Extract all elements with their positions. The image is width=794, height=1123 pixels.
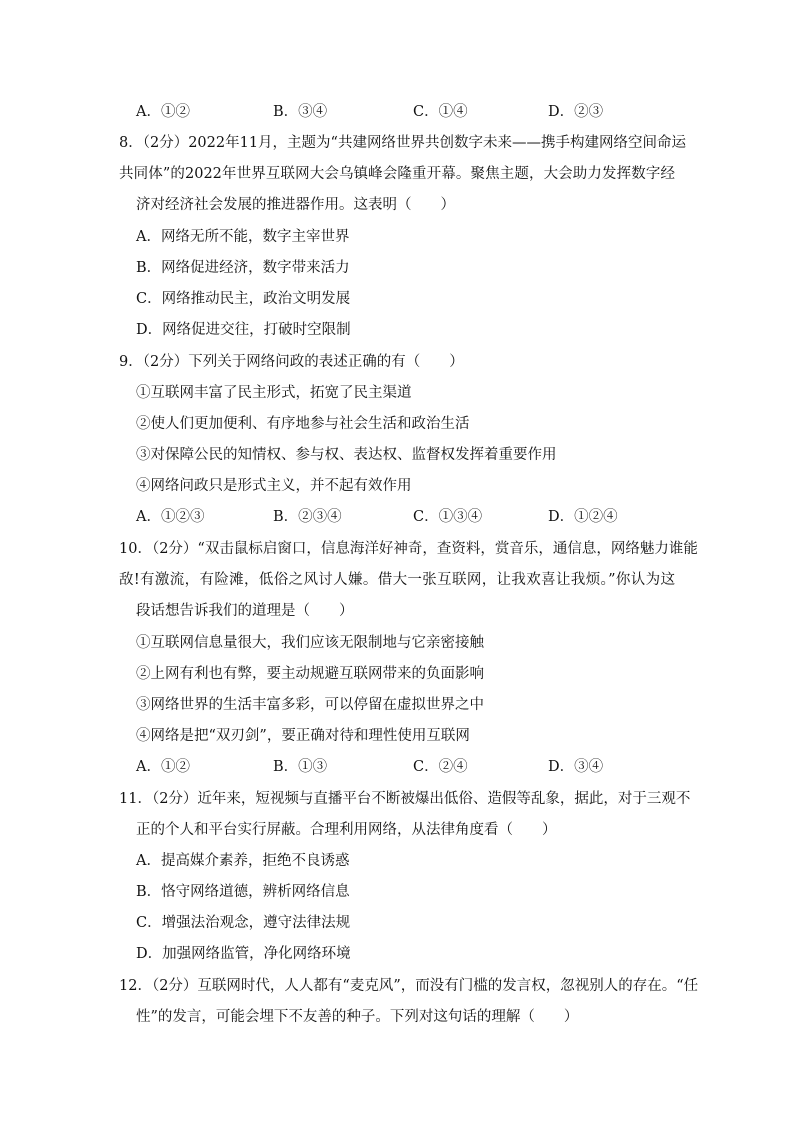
- q12-stem-line1: 12．（2分）互联网时代，人人都有“麦克风”，而没有门槛的发言权，忽视别人的存在。“任: [119, 978, 699, 994]
- q9-option-b: B．②③④: [273, 509, 342, 525]
- q9-item-3: ③对保障公民的知情权、参与权、表达权、监督权发挥着重要作用: [136, 447, 557, 463]
- q9-option-c: C．①③④: [413, 509, 483, 525]
- q10-option-b: B．①③: [273, 759, 328, 775]
- q7-option-d: D．②③: [548, 104, 604, 120]
- q8-choice-b: B．网络促进经济，数字带来活力: [136, 260, 350, 276]
- q9-item-1: ①互联网丰富了民主形式，拓宽了民主渠道: [136, 385, 412, 401]
- q9-item-4: ④网络问政只是形式主义，并不起有效作用: [136, 478, 412, 494]
- q10-item-4: ④网络是把“双刃剑”，要正确对待和理性使用互联网: [136, 728, 470, 744]
- q8-stem-line1: 8．（2分）2022年11月，主题为“共建网络世界共创数字未来——携手构建网络空间命运: [119, 135, 686, 151]
- q9-option-d: D．①②④: [548, 509, 618, 525]
- q10-item-3: ③网络世界的生活丰富多彩，可以停留在虚拟世界之中: [136, 697, 484, 713]
- q7-option-b: B．③④: [273, 104, 328, 120]
- q8-stem-line3: 济对经济社会发展的推进器作用。这表明（ ）: [136, 197, 455, 213]
- q7-option-a: A．①②: [136, 104, 190, 120]
- q11-stem-line1: 11．（2分）近年来，短视频与直播平台不断被爆出低俗、造假等乱象，据此，对于三观不: [119, 791, 691, 807]
- q9-stem: 9．（2分）下列关于网络问政的表述正确的有（ ）: [119, 354, 464, 370]
- q9-item-2: ②使人们更加便利、有序地参与社会生活和政治生活: [136, 416, 470, 432]
- q7-option-c: C．①④: [413, 104, 468, 120]
- q11-choice-b: B．恪守网络道德，辨析网络信息: [136, 884, 350, 900]
- q9-option-a: A．①②③: [136, 509, 205, 525]
- q12-stem-line2: 性”的发言，可能会埋下不友善的种子。下列对这句话的理解（ ）: [136, 1009, 579, 1025]
- q10-option-c: C．②④: [413, 759, 468, 775]
- q11-choice-a: A．提高媒介素养，拒绝不良诱惑: [136, 853, 350, 869]
- q10-item-1: ①互联网信息量很大，我们应该无限制地与它亲密接触: [136, 635, 484, 651]
- q10-stem-line3: 段话想告诉我们的道理是（ ）: [136, 603, 354, 619]
- q8-choice-a: A．网络无所不能，数字主宰世界: [136, 229, 350, 245]
- q11-stem-line2: 正的个人和平台实行屏蔽。合理利用网络，从法律角度看（ ）: [136, 822, 557, 838]
- q10-stem-line1: 10．（2分）“双击鼠标启窗口，信息海洋好神奇，查资料，赏音乐，通信息，网络魅力谁能: [119, 541, 698, 557]
- q8-stem-line2: 共同体”的2022年世界互联网大会乌镇峰会隆重开幕。聚焦主题，大会助力发挥数字经: [119, 166, 675, 182]
- q10-item-2: ②上网有利也有弊，要主动规避互联网带来的负面影响: [136, 666, 484, 682]
- q11-choice-c: C．增强法治观念，遵守法律法规: [136, 915, 351, 931]
- q10-stem-line2: 敌!有激流，有险滩，低俗之风讨人嫌。借大一张互联网，让我欢喜让我烦。”你认为这: [119, 572, 675, 588]
- q8-choice-d: D．网络促进交往，打破时空限制: [136, 322, 351, 338]
- q11-choice-d: D．加强网络监管，净化网络环境: [136, 946, 351, 962]
- q8-choice-c: C．网络推动民主，政治文明发展: [136, 291, 351, 307]
- q10-option-d: D．③④: [548, 759, 604, 775]
- q10-option-a: A．①②: [136, 759, 190, 775]
